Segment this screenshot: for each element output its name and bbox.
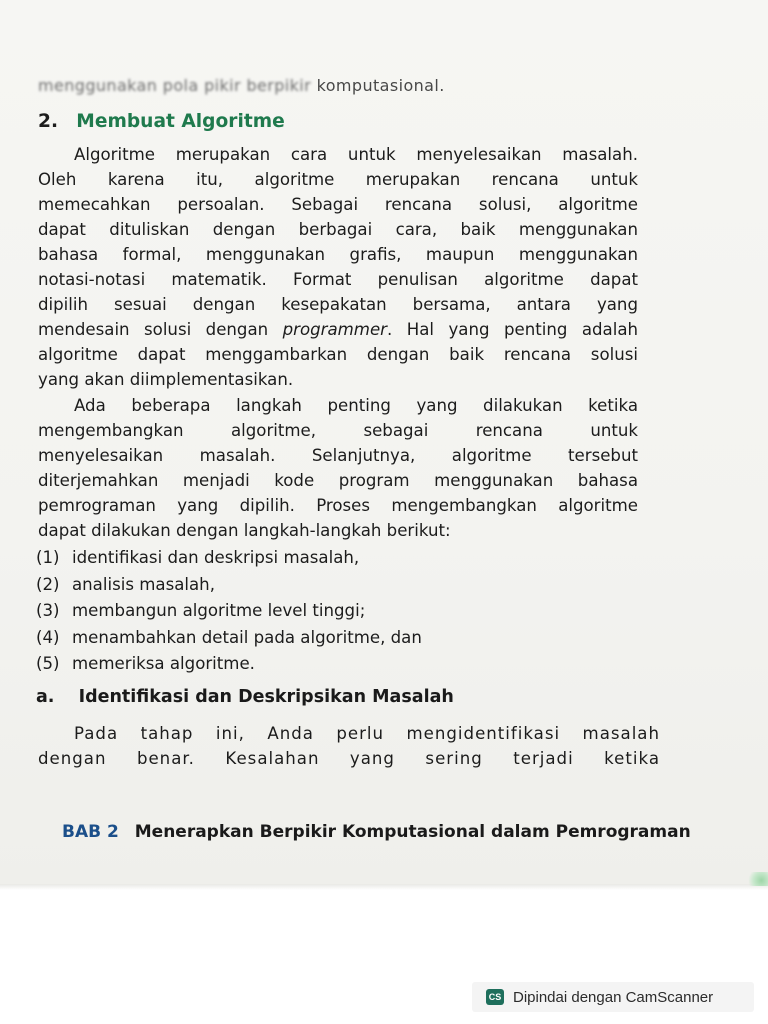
paragraph-line: mengembangkan algoritme, sebagai rencana untuk: [38, 421, 638, 440]
list-item-number: (4): [36, 627, 60, 647]
paragraph-line: Pada tahap ini, Anda perlu mengidentifikasi masalah: [74, 724, 660, 743]
paragraph-line: menyelesaikan masalah. Selanjutnya, algoritme tersebut: [38, 446, 638, 465]
chapter-footer: [62, 822, 691, 842]
list-item-text: memeriksa algoritme.: [72, 654, 255, 673]
chapter-title: Menerapkan Berpikir Komputasional dalam Pemrograman: [134, 822, 691, 842]
page-corner-stain: [746, 872, 768, 886]
paragraph-line: Oleh karena itu, algoritme merupakan rencana untuk: [38, 170, 638, 189]
page-edge: [0, 884, 768, 890]
subsection-letter: a.: [36, 687, 55, 707]
subsection-heading: [36, 687, 454, 707]
paragraph-identify-problem: [38, 721, 660, 771]
fragment-suffix: komputasional.: [316, 76, 445, 95]
list-item-text: membangun algoritme level tinggi;: [72, 601, 366, 620]
section-title: Membuat Algoritme: [76, 110, 285, 132]
text-segment: . Hal yang penting adalah: [387, 320, 638, 339]
paragraph-line: memecahkan persoalan. Sebagai rencana solusi, algoritme: [38, 195, 638, 214]
paragraph-line: dapat dituliskan dengan berbagai cara, baik menggunakan: [38, 220, 638, 239]
section-heading: [38, 110, 285, 132]
paragraph-line: diterjemahkan menjadi kode program menggunakan bahasa: [38, 471, 638, 490]
list-item-number: (2): [36, 574, 60, 594]
paragraph-line: notasi-notasi matematik. Format penulisan algoritme dapat: [38, 270, 638, 289]
list-item: [36, 598, 422, 625]
paragraph-line: bahasa formal, menggunakan grafis, maupun menggunakan: [38, 245, 638, 264]
list-item: [36, 651, 422, 678]
fragment-prefix: menggunakan pola pikir berpikir: [38, 76, 312, 95]
list-item: [36, 572, 422, 599]
paragraph-line: Ada beberapa langkah penting yang dilakukan ketika: [74, 396, 638, 415]
camscanner-text: Dipindai dengan CamScanner: [513, 988, 714, 1006]
camscanner-logo-icon: CS: [486, 989, 504, 1005]
paragraph-line: pemrograman yang dipilih. Proses mengembangkan algoritme: [38, 496, 638, 515]
subsection-title: Identifikasi dan Deskripsikan Masalah: [78, 687, 454, 707]
previous-paragraph-fragment: [38, 76, 445, 95]
camscanner-watermark: [472, 982, 754, 1012]
paragraph-algoritme-definition: [38, 142, 638, 392]
paragraph-line-with-italic: [38, 317, 638, 342]
list-item: [36, 625, 422, 652]
paragraph-development-steps: [38, 393, 638, 543]
text-segment: mendesain solusi dengan: [38, 320, 283, 339]
paragraph-line: yang akan diimplementasikan.: [38, 370, 294, 389]
steps-list: [36, 545, 422, 678]
paragraph-line: dengan benar. Kesalahan yang sering terjadi ketika: [38, 749, 660, 768]
paragraph-line: dapat dilakukan dengan langkah-langkah berikut:: [38, 521, 451, 540]
list-item-text: identifikasi dan deskripsi masalah,: [72, 548, 360, 567]
list-item-number: (3): [36, 601, 60, 620]
list-item-number: (1): [36, 548, 60, 567]
list-item-number: (5): [36, 654, 60, 673]
paragraph-line: Algoritme merupakan cara untuk menyelesaikan masalah.: [74, 145, 638, 164]
italic-term: programmer: [282, 320, 388, 339]
list-item: [36, 545, 422, 572]
section-number: 2.: [38, 110, 59, 132]
chapter-number: BAB 2: [62, 822, 119, 842]
list-item-text: menambahkan detail pada algoritme, dan: [72, 627, 422, 647]
list-item-text: analisis masalah,: [72, 574, 215, 594]
paragraph-line: algoritme dapat menggambarkan dengan baik rencana solusi: [38, 345, 638, 364]
paragraph-line: dipilih sesuai dengan kesepakatan bersama, antara yang: [38, 295, 638, 314]
